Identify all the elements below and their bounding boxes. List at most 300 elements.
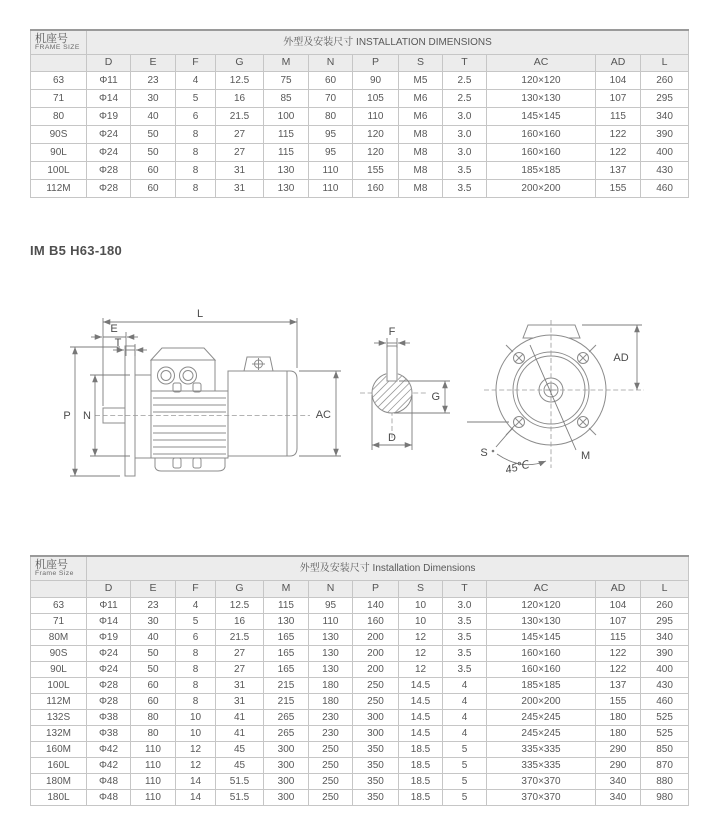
dimension-cell: 335×335 [487, 758, 596, 774]
dimension-cell: 6 [176, 108, 216, 126]
column-header: T [443, 55, 487, 72]
table-row [31, 108, 689, 126]
column-header: E [131, 55, 176, 72]
dim-label-AD: AD [613, 352, 629, 364]
dimension-cell: 880 [641, 774, 689, 790]
dimension-cell: 120 [353, 126, 399, 144]
blank-header-cell [31, 581, 87, 598]
table-row [31, 726, 689, 742]
column-header: S [399, 55, 443, 72]
column-header: E [131, 581, 176, 598]
dimension-cell: 14.5 [399, 694, 443, 710]
frame-size-cell: 160L [31, 758, 87, 774]
dimension-cell: 60 [131, 162, 176, 180]
dimension-cell: 215 [264, 694, 309, 710]
installation-dimensions-header: 外型及安装尺寸 Installation Dimensions [87, 556, 689, 581]
dimension-cell: 18.5 [399, 790, 443, 806]
frame-size-cell: 100L [31, 678, 87, 694]
dimension-cell: 4 [443, 678, 487, 694]
dimension-cell: 115 [596, 108, 641, 126]
dimension-cell: Φ24 [87, 646, 131, 662]
dimension-cell: 290 [596, 758, 641, 774]
dimension-cell: 230 [309, 710, 353, 726]
dimension-cell: 160×160 [487, 662, 596, 678]
column-header: AC [487, 581, 596, 598]
dimension-cell: 300 [264, 774, 309, 790]
frame-size-cell: 180M [31, 774, 87, 790]
dimension-cell: 95 [309, 126, 353, 144]
dimension-cell: 300 [264, 758, 309, 774]
dimension-cell: 122 [596, 646, 641, 662]
dimension-cell: 12 [176, 742, 216, 758]
column-header: AC [487, 55, 596, 72]
dimension-cell: 350 [353, 774, 399, 790]
dim-label-AC: AC [315, 409, 331, 421]
dimension-cell: 137 [596, 162, 641, 180]
dimension-cell: Φ48 [87, 774, 131, 790]
dimension-cell: 180 [309, 694, 353, 710]
dimension-cell: 245×245 [487, 710, 596, 726]
dimension-cell: M6 [399, 108, 443, 126]
dimension-cell: 200 [353, 646, 399, 662]
dimension-cell: 400 [641, 144, 689, 162]
dimension-cell: 60 [309, 72, 353, 90]
dimension-cell: Φ38 [87, 710, 131, 726]
dimension-cell: 107 [596, 90, 641, 108]
dimension-cell: M8 [399, 180, 443, 198]
column-header: M [264, 55, 309, 72]
dimension-cell: 525 [641, 726, 689, 742]
dimension-cell: 60 [131, 694, 176, 710]
table-column-header-row [31, 581, 689, 598]
dimension-cell: 100 [264, 108, 309, 126]
dimension-cell: 12 [399, 630, 443, 646]
dimension-cell: 460 [641, 694, 689, 710]
table-row [31, 742, 689, 758]
frame-size-header-zh: 机座号 [35, 33, 68, 46]
frame-size-cell: 71 [31, 90, 87, 108]
dimension-cell: 104 [596, 598, 641, 614]
column-header: D [87, 55, 131, 72]
dimension-cell: 31 [216, 180, 264, 198]
shaft-section-view [360, 326, 450, 450]
dimension-cell: M8 [399, 126, 443, 144]
installation-dimensions-table-bottom [30, 555, 689, 806]
dimension-cell: 10 [176, 710, 216, 726]
dimension-cell: 200×200 [487, 694, 596, 710]
dimension-cell: 155 [596, 180, 641, 198]
dimension-cell: 215 [264, 678, 309, 694]
dim-label-M: M [581, 450, 591, 462]
dimension-cell: Φ19 [87, 630, 131, 646]
frame-size-header-en: FRAME SIZE [35, 44, 80, 52]
dimension-cell: 50 [131, 126, 176, 144]
dim-label-F: F [388, 326, 396, 338]
dimension-cell: 185×185 [487, 678, 596, 694]
dimension-cell: Φ28 [87, 678, 131, 694]
dimension-cell: 850 [641, 742, 689, 758]
column-header: G [216, 55, 264, 72]
dimension-cell: 130 [264, 162, 309, 180]
dimension-cell: 430 [641, 678, 689, 694]
column-header: T [443, 581, 487, 598]
dimension-cell: 12.5 [216, 72, 264, 90]
dimension-cell: 16 [216, 614, 264, 630]
dimension-cell: Φ14 [87, 90, 131, 108]
dimension-cell: 41 [216, 710, 264, 726]
dimension-cell: 3.0 [443, 108, 487, 126]
dimension-cell: 105 [353, 90, 399, 108]
dim-label-G: G [431, 391, 440, 403]
dimension-cell: 110 [353, 108, 399, 126]
dimension-cell: 185×185 [487, 162, 596, 180]
dimension-cell: 460 [641, 180, 689, 198]
dimension-cell: 50 [131, 646, 176, 662]
dimension-cell: 160 [353, 614, 399, 630]
table-row [31, 598, 689, 614]
dimension-cell: 350 [353, 790, 399, 806]
dimension-cell: Φ28 [87, 162, 131, 180]
dimension-cell: 155 [353, 162, 399, 180]
frame-size-cell: 112M [31, 694, 87, 710]
column-header: N [309, 55, 353, 72]
frame-size-cell: 80M [31, 630, 87, 646]
dimension-cell: 80 [309, 108, 353, 126]
dimension-cell: 41 [216, 726, 264, 742]
dimension-cell: 110 [131, 742, 176, 758]
dimension-cell: 250 [353, 694, 399, 710]
dimension-cell: M5 [399, 72, 443, 90]
table-row [31, 180, 689, 198]
dimension-cell: 120×120 [487, 598, 596, 614]
dimension-cell: 122 [596, 126, 641, 144]
dimension-cell: 295 [641, 90, 689, 108]
dimension-cell: 160 [353, 180, 399, 198]
dimension-cell: 155 [596, 694, 641, 710]
dimension-cell: 60 [131, 180, 176, 198]
dimension-cell: 390 [641, 646, 689, 662]
dimension-cell: 31 [216, 694, 264, 710]
dimension-cell: M6 [399, 90, 443, 108]
dimension-cell: 10 [176, 726, 216, 742]
dimension-cell: 12 [399, 662, 443, 678]
column-header: F [176, 581, 216, 598]
table-row [31, 90, 689, 108]
table-group-header-row [31, 556, 689, 581]
frame-size-cell: 132M [31, 726, 87, 742]
dimension-cell: 110 [309, 180, 353, 198]
dimension-cell: 110 [309, 614, 353, 630]
dimension-cell: 340 [596, 790, 641, 806]
dimension-cell: 27 [216, 126, 264, 144]
dimension-cell: 3.5 [443, 180, 487, 198]
dimension-cell: 250 [309, 774, 353, 790]
dimension-cell: 12 [176, 758, 216, 774]
table-row [31, 662, 689, 678]
dimension-cell: 5 [176, 614, 216, 630]
dimension-cell: 115 [264, 144, 309, 162]
dimension-cell: 6 [176, 630, 216, 646]
frame-size-cell: 180L [31, 790, 87, 806]
table-row [31, 614, 689, 630]
dim-label-P: P [63, 410, 71, 422]
dimension-cell: Φ19 [87, 108, 131, 126]
dimension-cell: 130×130 [487, 90, 596, 108]
dimension-cell: 3.0 [443, 126, 487, 144]
column-header: F [176, 55, 216, 72]
dimension-cell: 4 [176, 598, 216, 614]
frame-size-cell: 90L [31, 662, 87, 678]
dimension-cell: 5 [443, 758, 487, 774]
dimension-cell: 300 [264, 742, 309, 758]
dimension-cell: 130 [309, 630, 353, 646]
dimension-cell: 115 [264, 126, 309, 144]
flange-front-view [467, 320, 644, 476]
dimension-cell: 300 [353, 710, 399, 726]
dimension-cell: 104 [596, 72, 641, 90]
dimension-cell: 260 [641, 598, 689, 614]
column-header: D [87, 581, 131, 598]
dimension-cell: 130 [309, 646, 353, 662]
dimension-cell: 4 [443, 694, 487, 710]
dim-label-E: E [110, 323, 118, 335]
frame-size-cell: 90S [31, 126, 87, 144]
dimension-cell: 130×130 [487, 614, 596, 630]
table-row [31, 790, 689, 806]
dimension-cell: 10 [399, 598, 443, 614]
dimension-cell: 4 [443, 710, 487, 726]
dimension-cell: 18.5 [399, 774, 443, 790]
dimension-cell: 16 [216, 90, 264, 108]
dimension-cell: 18.5 [399, 758, 443, 774]
dimension-cell: 260 [641, 72, 689, 90]
frame-size-cell: 90S [31, 646, 87, 662]
column-header: M [264, 581, 309, 598]
dimension-cell: 180 [596, 710, 641, 726]
dimension-cell: 250 [309, 742, 353, 758]
dimension-cell: 110 [309, 162, 353, 180]
dimension-cell: 200 [353, 630, 399, 646]
dimension-cell: 130 [264, 180, 309, 198]
table-row [31, 126, 689, 144]
dimension-cell: 160×160 [487, 126, 596, 144]
dimension-cell: 250 [309, 790, 353, 806]
dimension-cell: M8 [399, 144, 443, 162]
dim-label-S: S [480, 447, 488, 459]
dimension-cell: 335×335 [487, 742, 596, 758]
dimension-cell: 14.5 [399, 726, 443, 742]
dimension-cell: 70 [309, 90, 353, 108]
dimension-cell: 3.0 [443, 598, 487, 614]
dimension-cell: Φ14 [87, 614, 131, 630]
dimension-cell: 370×370 [487, 790, 596, 806]
dimension-cell: 40 [131, 108, 176, 126]
dimension-cell: Φ24 [87, 144, 131, 162]
dimension-cell: Φ24 [87, 126, 131, 144]
dimension-cell: 45 [216, 758, 264, 774]
table-row [31, 144, 689, 162]
dimension-cell: 18.5 [399, 742, 443, 758]
dimension-cell: 27 [216, 144, 264, 162]
installation-dimensions-diagram [60, 298, 710, 513]
dimension-cell: 295 [641, 614, 689, 630]
table-row [31, 630, 689, 646]
dimension-cell: 8 [176, 144, 216, 162]
dimension-cell: 50 [131, 662, 176, 678]
dimension-cell: Φ42 [87, 742, 131, 758]
dim-label-T: T [114, 337, 122, 349]
table-row [31, 694, 689, 710]
dimension-cell: Φ28 [87, 694, 131, 710]
dimension-cell: 137 [596, 678, 641, 694]
installation-dimensions-header: 外型及安装尺寸 INSTALLATION DIMENSIONS [87, 30, 689, 55]
column-header: L [641, 55, 689, 72]
dimension-cell: 8 [176, 694, 216, 710]
dimension-cell: 145×145 [487, 630, 596, 646]
dimension-cell: 5 [443, 790, 487, 806]
dimension-cell: 4 [176, 72, 216, 90]
dimension-cell: 12.5 [216, 598, 264, 614]
dimension-cell: 115 [264, 598, 309, 614]
dim-label-D: D [388, 432, 396, 444]
dimension-cell: 350 [353, 758, 399, 774]
dimension-cell: 180 [309, 678, 353, 694]
frame-size-header-zh: 机座号 [35, 559, 68, 572]
column-header: S [399, 581, 443, 598]
dimension-cell: 120 [353, 144, 399, 162]
dimension-cell: 110 [131, 758, 176, 774]
dimension-cell: 300 [353, 726, 399, 742]
dimension-cell: 122 [596, 144, 641, 162]
dimension-cell: 300 [264, 790, 309, 806]
dimension-cell: 21.5 [216, 108, 264, 126]
dimension-cell: 8 [176, 180, 216, 198]
dimension-cell: 14.5 [399, 710, 443, 726]
dimension-cell: 120×120 [487, 72, 596, 90]
dimension-cell: 5 [443, 774, 487, 790]
frame-size-cell: 63 [31, 598, 87, 614]
frame-size-cell: 90L [31, 144, 87, 162]
dimension-cell: 51.5 [216, 790, 264, 806]
dimension-cell: 14.5 [399, 678, 443, 694]
dimension-cell: Φ28 [87, 180, 131, 198]
dimension-cell: 30 [131, 614, 176, 630]
dimension-cell: Φ24 [87, 662, 131, 678]
dimension-cell: 27 [216, 662, 264, 678]
column-header: P [353, 55, 399, 72]
dimension-cell: 870 [641, 758, 689, 774]
dimension-cell: 130 [264, 614, 309, 630]
dimension-cell: 3.5 [443, 662, 487, 678]
frame-size-cell: 160M [31, 742, 87, 758]
dimension-cell: 180 [596, 726, 641, 742]
dimension-cell: 3.0 [443, 144, 487, 162]
table-row [31, 646, 689, 662]
dimension-cell: 60 [131, 678, 176, 694]
dimension-cell: 140 [353, 598, 399, 614]
dimension-cell: 27 [216, 646, 264, 662]
dimension-cell: 245×245 [487, 726, 596, 742]
table-column-header-row [31, 55, 689, 72]
dimension-cell: 10 [399, 614, 443, 630]
column-header: AD [596, 55, 641, 72]
dimension-cell: 14 [176, 790, 216, 806]
shaft-key [387, 346, 397, 381]
dimension-cell: 3.5 [443, 630, 487, 646]
dimension-cell: 340 [596, 774, 641, 790]
frame-size-cell: 100L [31, 162, 87, 180]
dimension-cell: 8 [176, 678, 216, 694]
frame-size-cell: 112M [31, 180, 87, 198]
dimension-cell: 23 [131, 598, 176, 614]
column-header: N [309, 581, 353, 598]
column-header: L [641, 581, 689, 598]
dimension-cell: 4 [443, 726, 487, 742]
section-title: IM B5 H63-180 [30, 243, 123, 258]
dimension-cell: Φ42 [87, 758, 131, 774]
dimension-cell: 8 [176, 126, 216, 144]
dim-label-angle: 45℃ [504, 458, 532, 477]
dimension-cell: 265 [264, 726, 309, 742]
frame-size-cell: 71 [31, 614, 87, 630]
frame-size-cell: 63 [31, 72, 87, 90]
table-row [31, 162, 689, 180]
dimension-cell: 230 [309, 726, 353, 742]
column-header: G [216, 581, 264, 598]
dimension-cell: 5 [443, 742, 487, 758]
dimension-cell: 165 [264, 646, 309, 662]
frame-size-cell: 132S [31, 710, 87, 726]
dimension-cell: 45 [216, 742, 264, 758]
dimension-cell: 115 [596, 630, 641, 646]
dimension-cell: 390 [641, 126, 689, 144]
dimension-cell: 23 [131, 72, 176, 90]
dimension-cell: 130 [309, 662, 353, 678]
dimension-cell: Φ11 [87, 72, 131, 90]
dimension-cell: 2.5 [443, 72, 487, 90]
dimension-cell: 2.5 [443, 90, 487, 108]
dimension-cell: 200 [353, 662, 399, 678]
dimension-cell: Φ11 [87, 598, 131, 614]
table-group-header-row [31, 30, 689, 55]
column-header: P [353, 581, 399, 598]
dimension-cell: 5 [176, 90, 216, 108]
blank-header-cell [31, 55, 87, 72]
dimension-cell: 8 [176, 646, 216, 662]
dimension-cell: 265 [264, 710, 309, 726]
dimension-cell: 200×200 [487, 180, 596, 198]
dimension-cell: 525 [641, 710, 689, 726]
dimension-cell: 8 [176, 662, 216, 678]
dimension-cell: 51.5 [216, 774, 264, 790]
dimension-cell: 85 [264, 90, 309, 108]
dimension-cell: 90 [353, 72, 399, 90]
dimension-cell: 40 [131, 630, 176, 646]
dimension-cell: 14 [176, 774, 216, 790]
table-row [31, 758, 689, 774]
dimension-cell: 250 [309, 758, 353, 774]
dimension-cell: 31 [216, 678, 264, 694]
dimension-cell: 165 [264, 630, 309, 646]
table-row [31, 710, 689, 726]
installation-dimensions-table-top [30, 29, 689, 198]
dimension-cell: 110 [131, 774, 176, 790]
dimension-cell: 980 [641, 790, 689, 806]
dimension-cell: 3.5 [443, 162, 487, 180]
dim-label-L: L [196, 308, 204, 320]
frame-size-header [31, 30, 87, 55]
dimension-cell: 400 [641, 662, 689, 678]
